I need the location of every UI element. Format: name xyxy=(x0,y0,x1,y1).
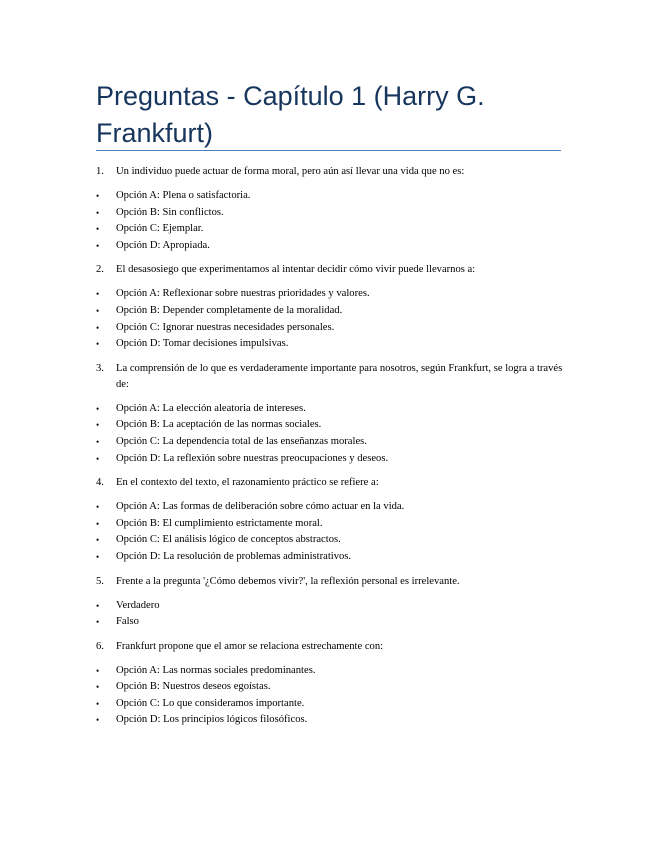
list-item xyxy=(96,188,566,205)
bullet-icon: • xyxy=(96,665,100,676)
option-list xyxy=(96,401,566,467)
question-number: 5. xyxy=(96,575,104,587)
option-text: Opción C: Ignorar nuestras necesidades personales. xyxy=(116,321,335,333)
question-number: 4. xyxy=(96,477,104,489)
bullet-icon: • xyxy=(96,207,100,218)
bullet-icon: • xyxy=(96,305,100,316)
question-text: La comprensión de lo que es verdaderamente importante para nosotros, según Frankfurt, se logra a través de: xyxy=(116,362,563,390)
option-text: Opción A: La elección aleatoria de intereses. xyxy=(116,402,306,414)
question-4 xyxy=(96,475,566,491)
list-item xyxy=(96,598,566,615)
question-text: En el contexto del texto, el razonamiento práctico se refiere a: xyxy=(116,477,379,489)
bullet-icon: • xyxy=(96,322,100,333)
list-item xyxy=(96,286,566,303)
option-text: Opción D: Apropiada. xyxy=(116,239,210,251)
bullet-icon: • xyxy=(96,420,100,431)
list-item xyxy=(96,712,566,729)
bullet-icon: • xyxy=(96,403,100,414)
option-text: Opción A: Plena o satisfactoria. xyxy=(116,190,251,201)
option-list xyxy=(96,598,566,631)
bullet-icon: • xyxy=(96,339,100,350)
list-item xyxy=(96,205,566,222)
option-list xyxy=(96,499,566,565)
bullet-icon: • xyxy=(96,518,100,529)
option-text: Opción D: Los principios lógicos filosóficos. xyxy=(116,714,308,726)
question-5 xyxy=(96,574,566,590)
question-text: Frankfurt propone que el amor se relaciona estrechamente con: xyxy=(116,640,384,652)
question-list xyxy=(96,164,566,737)
option-list xyxy=(96,286,566,352)
option-text: Opción B: Nuestros deseos egoístas. xyxy=(116,681,271,693)
option-text: Opción B: La aceptación de las normas sociales. xyxy=(116,419,322,431)
question-text: Un individuo puede actuar de forma moral, pero aún así llevar una vida que no es: xyxy=(116,166,465,177)
bullet-icon: • xyxy=(96,289,100,300)
bullet-icon: • xyxy=(96,715,100,726)
option-text: Opción A: Reflexionar sobre nuestras prioridades y valores. xyxy=(116,288,370,300)
bullet-icon: • xyxy=(96,617,100,628)
bullet-icon: • xyxy=(96,698,100,709)
option-text: Falso xyxy=(116,616,139,628)
list-item xyxy=(96,516,566,533)
option-text: Opción D: Tomar decisiones impulsivas. xyxy=(116,338,289,350)
list-item xyxy=(96,221,566,238)
list-item xyxy=(96,401,566,418)
list-item xyxy=(96,663,566,680)
bullet-icon: • xyxy=(96,436,100,447)
question-1 xyxy=(96,164,566,180)
question-3 xyxy=(96,361,566,393)
option-text: Opción B: Depender completamente de la moralidad. xyxy=(116,304,343,316)
list-item xyxy=(96,532,566,549)
list-item xyxy=(96,614,566,631)
question-number: 3. xyxy=(96,362,104,374)
question-number: 6. xyxy=(96,640,104,652)
list-item xyxy=(96,499,566,516)
question-2 xyxy=(96,262,566,278)
option-text: Opción A: Las formas de deliberación sobre cómo actuar en la vida. xyxy=(116,501,405,513)
option-text: Opción D: La reflexión sobre nuestras preocupaciones y deseos. xyxy=(116,452,389,464)
list-item xyxy=(96,696,566,713)
bullet-icon: • xyxy=(96,453,100,464)
bullet-icon: • xyxy=(96,240,100,251)
question-number: 1. xyxy=(96,166,104,177)
bullet-icon: • xyxy=(96,191,100,201)
question-number: 2. xyxy=(96,264,104,276)
bullet-icon: • xyxy=(96,535,100,546)
list-item xyxy=(96,679,566,696)
list-item xyxy=(96,238,566,255)
bullet-icon: • xyxy=(96,600,100,611)
option-text: Opción B: El cumplimiento estrictamente moral. xyxy=(116,517,323,529)
list-item xyxy=(96,417,566,434)
question-text: El desasosiego que experimentamos al intentar decidir cómo vivir puede llevarnos a: xyxy=(116,264,476,276)
option-text: Verdadero xyxy=(116,599,160,611)
list-item xyxy=(96,303,566,320)
option-text: Opción C: Ejemplar. xyxy=(116,223,204,235)
bullet-icon: • xyxy=(96,224,100,235)
question-6 xyxy=(96,639,566,655)
document-title: Preguntas - Capítulo 1 (Harry G. Frankfurt) xyxy=(96,81,485,148)
list-item xyxy=(96,336,566,353)
option-list xyxy=(96,188,566,254)
option-text: Opción D: La resolución de problemas administrativos. xyxy=(116,550,352,562)
title-underline xyxy=(96,150,561,151)
option-list xyxy=(96,663,566,729)
list-item xyxy=(96,320,566,337)
bullet-icon: • xyxy=(96,682,100,693)
bullet-icon: • xyxy=(96,502,100,513)
bullet-icon: • xyxy=(96,551,100,562)
list-item xyxy=(96,451,566,468)
option-text: Opción C: Lo que consideramos importante. xyxy=(116,697,305,709)
question-text: Frente a la pregunta '¿Cómo debemos vivir?', la reflexión personal es irrelevante. xyxy=(116,575,460,587)
option-text: Opción B: Sin conflictos. xyxy=(116,206,224,218)
option-text: Opción C: La dependencia total de las enseñanzas morales. xyxy=(116,435,367,447)
list-item xyxy=(96,434,566,451)
option-text: Opción C: El análisis lógico de conceptos abstractos. xyxy=(116,534,341,546)
list-item xyxy=(96,549,566,566)
option-text: Opción A: Las normas sociales predominantes. xyxy=(116,664,316,676)
